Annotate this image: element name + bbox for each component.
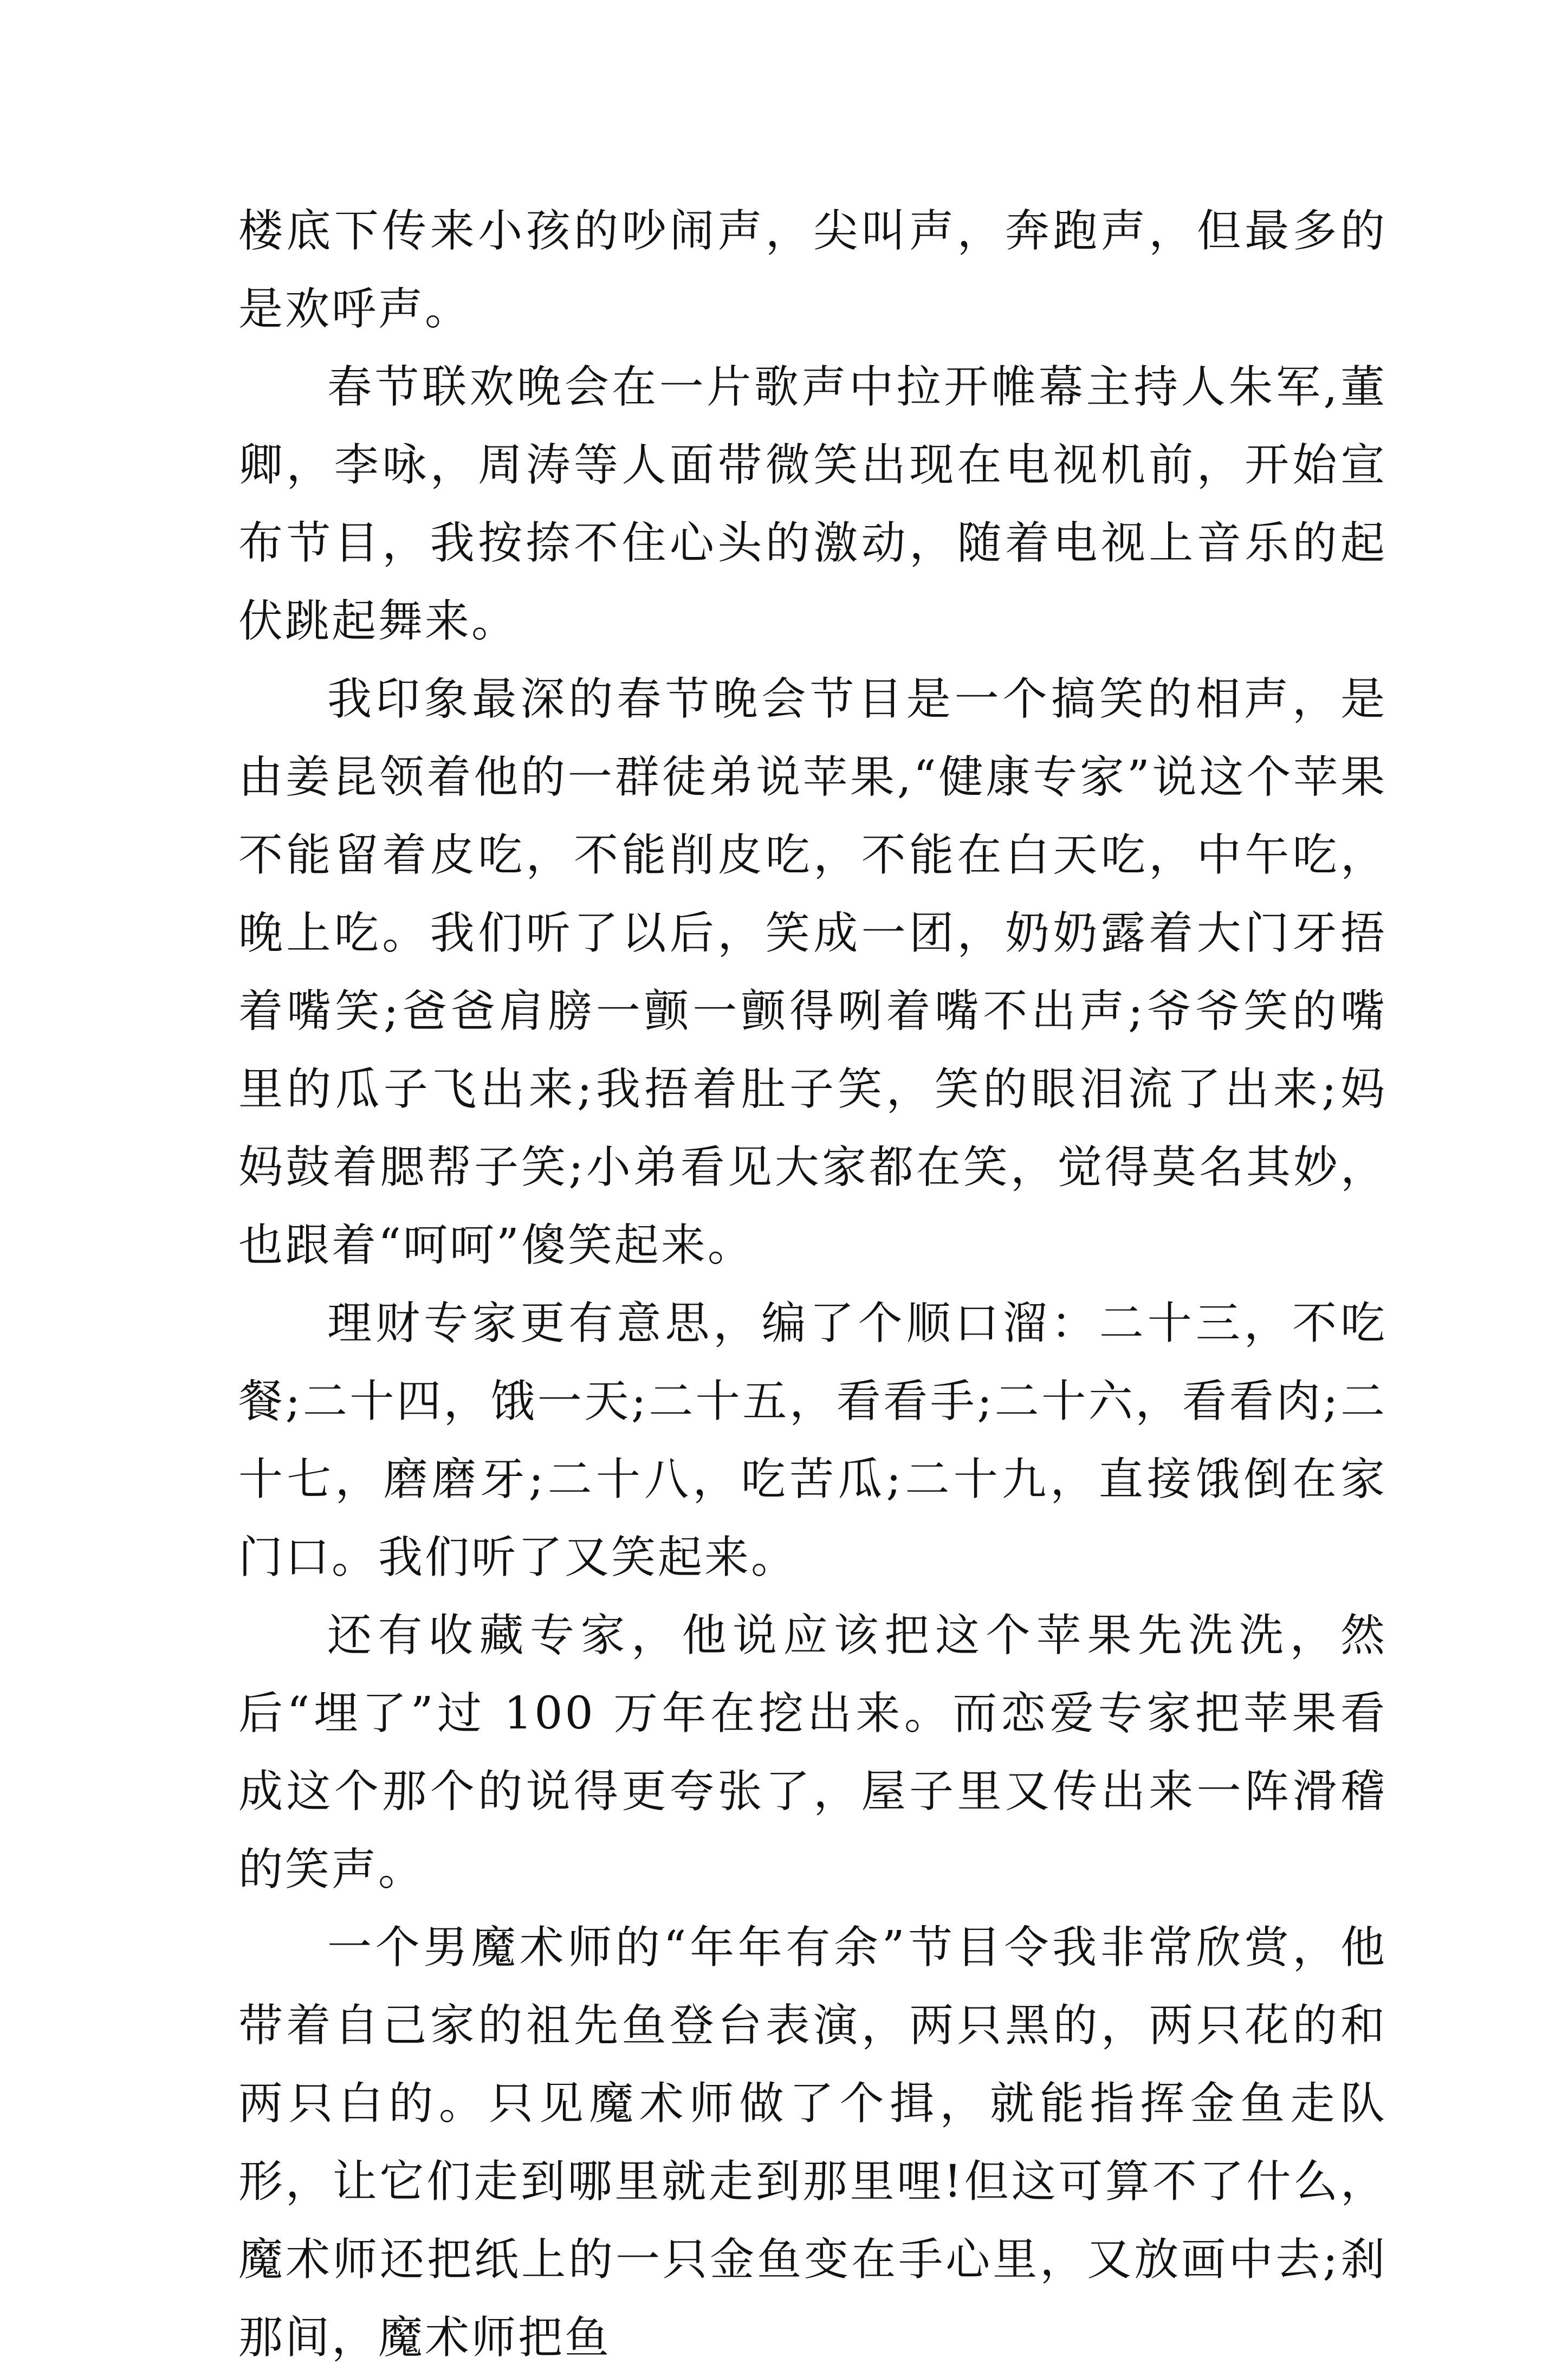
paragraph-1: 楼底下传来小孩的吵闹声，尖叫声，奔跑声，但最多的是欢呼声。 (238, 205, 1387, 335)
document-body (238, 192, 1387, 2377)
paragraph-5: 还有收藏专家，他说应该把这个苹果先洗洗，然后“埋了”过 100 万年在挖出来。而恋爱专家把苹果看成这个那个的说得更夸张了，屋子里又传出来一阵滑稽的笑声。 (238, 1610, 1387, 1895)
paragraph-2: 春节联欢晚会在一片歌声中拉开帷幕主持人朱军,董卿，李咏，周涛等人面带微笑出现在电视机前，开始宣布节目，我按捺不住心头的激动，随着电视上音乐的起伏跳起舞来。 (238, 361, 1387, 647)
paragraph-4: 理财专家更有意思，编了个顺口溜：二十三，不吃餐;二十四，饿一天;二十五，看看手;二十六，看看肉;二十七，磨磨牙;二十八，吃苦瓜;二十九，直接饿倒在家门口。我们听了又笑起来。 (238, 1298, 1387, 1583)
paragraph-6: 一个男魔术师的“年年有余”节目令我非常欣赏，他带着自己家的祖先鱼登台表演，两只黑的，两只花的和两只白的。只见魔术师做了个揖，就能指挥金鱼走队形，让它们走到哪里就走到那里哩!但这可算不了什么，魔术师还把纸上的一只金鱼变在手心里，又放画中去;刹那间，魔术师把鱼 (238, 1922, 1387, 2363)
paragraph-3: 我印象最深的春节晚会节目是一个搞笑的相声，是由姜昆领着他的一群徒弟说苹果,“健康专家”说这个苹果不能留着皮吃，不能削皮吃，不能在白天吃，中午吃，晚上吃。我们听了以后，笑成一团，奶奶露着大门牙捂着嘴笑;爸爸肩膀一颤一颤得咧着嘴不出声;爷爷笑的嘴里的瓜子飞出来;我捂着肚子笑，笑的眼泪流了出来;妈妈鼓着腮帮子笑;小弟看见大家都在笑，觉得莫名其妙，也跟着“呵呵”傻笑起来。 (238, 673, 1387, 1271)
